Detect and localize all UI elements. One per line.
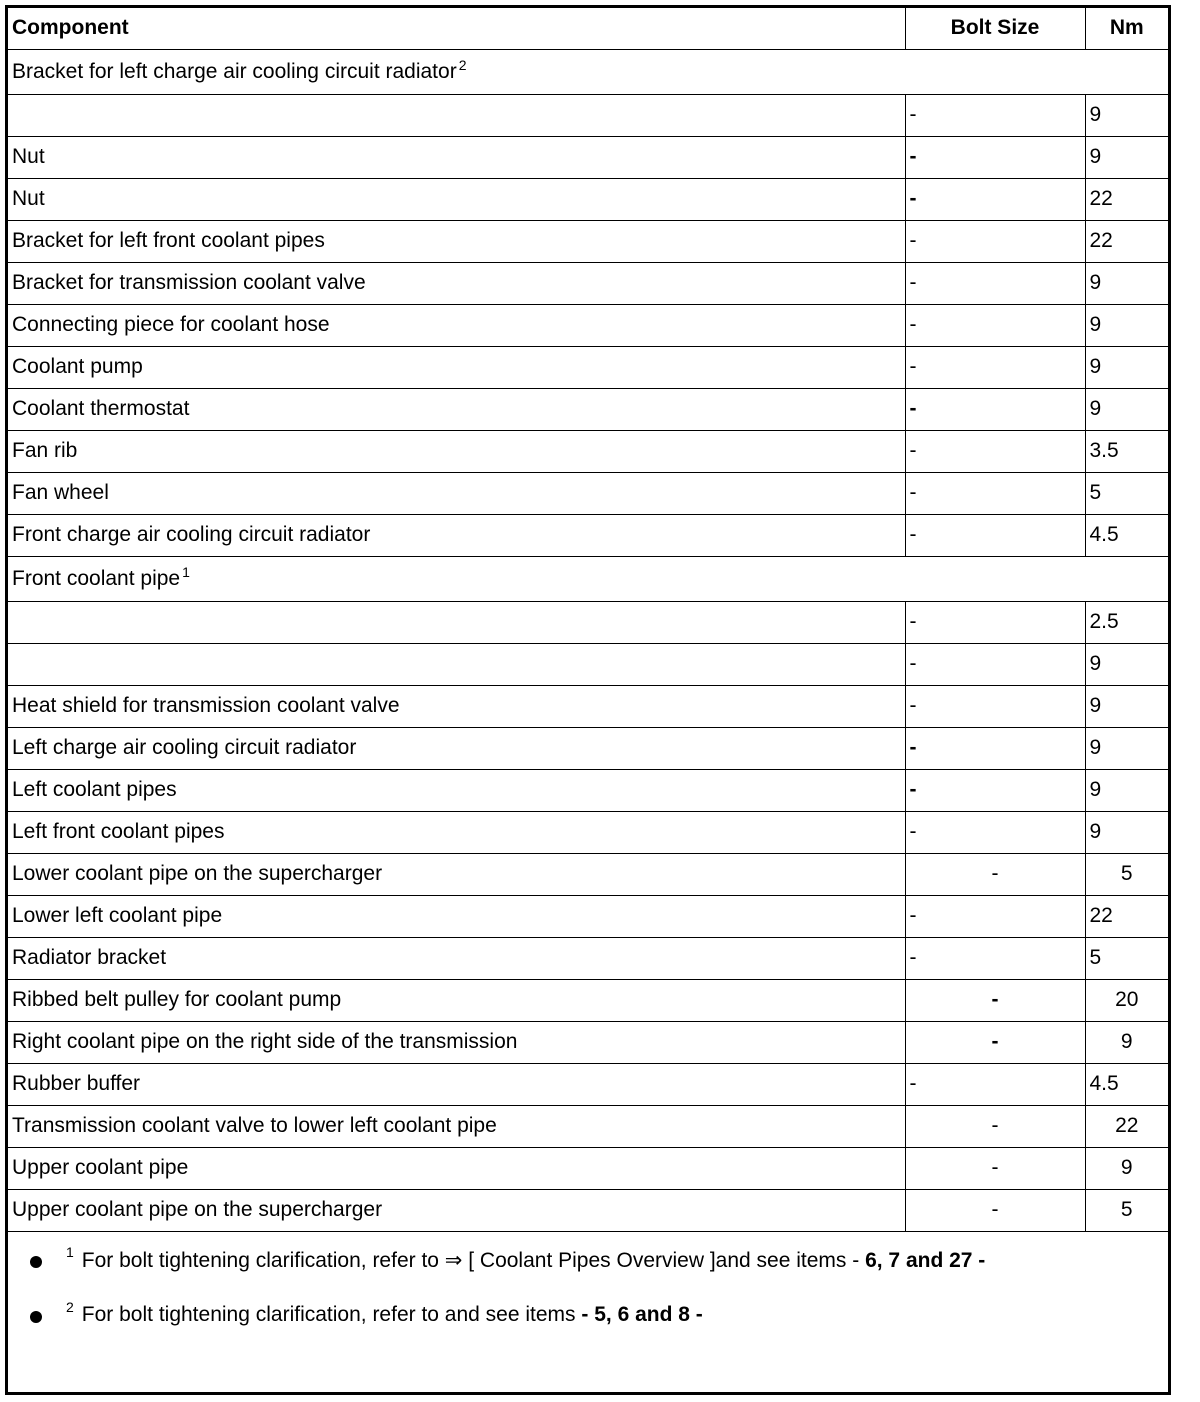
component-cell: Left front coolant pipes [8,811,905,853]
bolt-size-cell: - [905,811,1085,853]
bolt-size-cell: - [905,136,1085,178]
nm-cell: 3.5 [1085,430,1168,472]
nm-cell: 2.5 [1085,601,1168,643]
bolt-size-cell: - [905,1189,1085,1231]
footnote-marker: 2 [458,56,467,73]
footnote-marker: 1 [182,563,190,580]
nm-cell: 9 [1085,685,1168,727]
component-cell: Bracket for transmission coolant valve [8,262,905,304]
nm-cell: 22 [1085,220,1168,262]
table-row [8,220,1168,262]
group-heading-cell [8,49,1168,94]
table-row [8,937,1168,979]
component-cell: Left coolant pipes [8,769,905,811]
nm-cell: 5 [1085,937,1168,979]
bolt-size-cell: - [905,514,1085,556]
nm-cell: 9 [1085,346,1168,388]
component-cell: Lower coolant pipe on the supercharger [8,853,905,895]
table-row [8,895,1168,937]
footnote-text: For bolt tightening clarification, refer to and see items [81,1303,582,1326]
table-row [8,1189,1168,1231]
nm-cell: 9 [1085,94,1168,136]
nm-cell: 4.5 [1085,1063,1168,1105]
nm-cell: 9 [1085,1147,1168,1189]
table-row [8,262,1168,304]
footnote-marker: 1 [66,1244,74,1260]
table-row [8,346,1168,388]
bolt-size-cell: - [905,346,1085,388]
nm-cell: 22 [1085,178,1168,220]
nm-cell: 20 [1085,979,1168,1021]
table-row [8,388,1168,430]
component-cell: Upper coolant pipe [8,1147,905,1189]
table-row [8,49,1168,94]
bolt-size-cell: - [905,979,1085,1021]
nm-cell: 9 [1085,388,1168,430]
component-cell: Fan rib [8,430,905,472]
bolt-size-cell: - [905,601,1085,643]
header-nm: Nm [1085,8,1168,49]
component-cell: Coolant thermostat [8,388,905,430]
component-cell: Front charge air cooling circuit radiator [8,514,905,556]
group-heading-cell [8,556,1168,601]
component-cell [8,643,905,685]
bolt-size-cell: - [905,895,1085,937]
nm-cell: 9 [1085,811,1168,853]
header-bolt-size: Bolt Size [905,8,1085,49]
bolt-size-cell: - [905,430,1085,472]
table-row [8,178,1168,220]
component-cell: Nut [8,136,905,178]
table-row [8,472,1168,514]
table-row [8,556,1168,601]
bolt-size-cell: - [905,94,1085,136]
table-row [8,1105,1168,1147]
nm-cell: 4.5 [1085,514,1168,556]
bullet-icon [30,1311,42,1323]
nm-cell: 9 [1085,304,1168,346]
component-cell: Lower left coolant pipe [8,895,905,937]
table-row [8,601,1168,643]
component-cell: Connecting piece for coolant hose [8,304,905,346]
table-row [8,1021,1168,1063]
bolt-size-cell: - [905,1105,1085,1147]
header-component: Component [8,8,905,49]
component-cell: Rubber buffer [8,1063,905,1105]
bolt-size-cell: - [905,643,1085,685]
table-row [8,514,1168,556]
table-row [8,430,1168,472]
group-heading-text: Front coolant pipe [12,566,181,590]
footnote-marker: 2 [66,1299,74,1315]
table-row [8,304,1168,346]
bolt-size-cell: - [905,220,1085,262]
nm-cell: 9 [1085,727,1168,769]
component-cell: Right coolant pipe on the right side of the transmission [8,1021,905,1063]
nm-cell: 9 [1085,1021,1168,1063]
bolt-size-cell: - [905,304,1085,346]
footnote-items: 6, 7 and 27 - [865,1249,986,1272]
nm-cell: 9 [1085,643,1168,685]
component-cell: Coolant pump [8,346,905,388]
table-row [8,853,1168,895]
table-row [8,1147,1168,1189]
bullet-icon [30,1256,42,1268]
bolt-size-cell: - [905,388,1085,430]
component-cell: Left charge air cooling circuit radiator [8,727,905,769]
bolt-size-cell: - [905,727,1085,769]
table-row [8,685,1168,727]
component-cell: Bracket for left front coolant pipes [8,220,905,262]
table-header-row [8,8,1168,49]
component-cell: Radiator bracket [8,937,905,979]
bolt-size-cell: - [905,937,1085,979]
table-row [8,643,1168,685]
bolt-size-cell: - [905,685,1085,727]
table-row [8,769,1168,811]
torque-table [8,8,1168,1232]
group-heading-text: Bracket for left charge air cooling circuit radiator [12,59,457,83]
nm-cell: 9 [1085,136,1168,178]
footnote-1 [8,1238,1168,1278]
footnote-2 [8,1293,1168,1333]
bolt-size-cell: - [905,1021,1085,1063]
nm-cell: 9 [1085,769,1168,811]
component-cell: Nut [8,178,905,220]
bolt-size-cell: - [905,853,1085,895]
bolt-size-cell: - [905,178,1085,220]
nm-cell: 5 [1085,472,1168,514]
footnote-items: - 5, 6 and 8 - [581,1303,703,1326]
bolt-size-cell: - [905,769,1085,811]
table-row [8,727,1168,769]
nm-cell: 5 [1085,1189,1168,1231]
component-cell [8,94,905,136]
bolt-size-cell: - [905,1147,1085,1189]
table-body [8,49,1168,1231]
table-row [8,811,1168,853]
nm-cell: 22 [1085,895,1168,937]
nm-cell: 5 [1085,853,1168,895]
bolt-size-cell: - [905,1063,1085,1105]
component-cell [8,601,905,643]
bolt-size-cell: - [905,262,1085,304]
component-cell: Heat shield for transmission coolant valve [8,685,905,727]
table-row [8,136,1168,178]
torque-spec-document [5,5,1171,1395]
table-row [8,979,1168,1021]
table-row [8,94,1168,136]
nm-cell: 9 [1085,262,1168,304]
bolt-size-cell: - [905,472,1085,514]
component-cell: Transmission coolant valve to lower left coolant pipe [8,1105,905,1147]
nm-cell: 22 [1085,1105,1168,1147]
component-cell: Upper coolant pipe on the supercharger [8,1189,905,1231]
table-row [8,1063,1168,1105]
footnote-text: For bolt tightening clarification, refer to ⇒ [ Coolant Pipes Overview ]and see items - [81,1249,866,1272]
component-cell: Ribbed belt pulley for coolant pump [8,979,905,1021]
component-cell: Fan wheel [8,472,905,514]
